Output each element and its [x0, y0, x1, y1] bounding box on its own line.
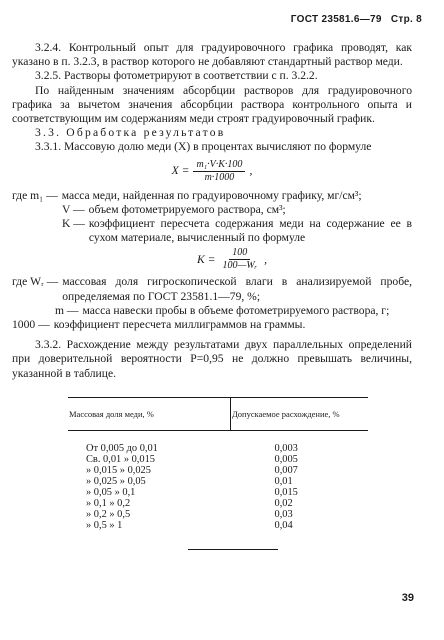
- table-cell-range: » 0,1 » 0,2: [86, 497, 131, 509]
- table-end-rule: [188, 549, 278, 550]
- formula-x-fraction: [193, 159, 245, 184]
- table-cell-range: » 0,025 » 0,05: [86, 475, 146, 487]
- table-cell-range: » 0,2 » 0,5: [86, 508, 131, 520]
- formula-k-lhs: K =: [196, 252, 216, 266]
- formula-x-denominator: m·1000: [204, 171, 235, 183]
- table-cell-tolerance: 0,015: [274, 486, 298, 498]
- table-cell-tolerance: 0,005: [274, 453, 298, 465]
- table-cell-tolerance: 0,01: [274, 475, 293, 487]
- table-header-copper: Массовая доля меди, %: [68, 397, 231, 430]
- table-row: [68, 520, 368, 531]
- table-cell-tolerance: 0,03: [274, 508, 293, 520]
- definition-item: [12, 318, 412, 332]
- page-header: [291, 14, 422, 25]
- definition-text: массовая доля гигроскопической влаги в анализируемой пробе, определяемая по ГОСТ 23581.1—79, %;: [62, 275, 412, 303]
- definition-item: [12, 304, 412, 318]
- definition-term: m —: [55, 303, 79, 317]
- table-row: [68, 509, 368, 520]
- page-label: Стр. 8: [390, 14, 422, 25]
- standard-number: ГОСТ 23581.6—79: [290, 14, 382, 25]
- definition-term: V —: [62, 202, 85, 216]
- formula-k-denominator: 100—Wᵣ: [222, 260, 258, 272]
- definition-text: коэффициент пересчета содержания меди на содержание ее в сухом материале, вычисленный по формуле: [88, 217, 412, 245]
- formula-x-trail: ,: [249, 164, 253, 178]
- table-header-tolerance: Допускаемое расхождение, %: [231, 397, 369, 430]
- definition-text: масса меди, найденная по градуировочному графику, мг/см³;: [61, 188, 362, 202]
- table-cell-range: » 0,5 » 1: [86, 519, 123, 531]
- definitions-2: [12, 275, 412, 332]
- definition-term: K —: [62, 217, 85, 231]
- formula-k-fraction: [219, 247, 260, 272]
- definition-item: [12, 203, 412, 217]
- table-row: [68, 498, 368, 509]
- formula-k-numerator: 100: [229, 247, 250, 260]
- paragraph-calibration: По найденным значениям абсорбции растворов для градуировочного графика за вычетом значения абсорбции раствора контрольного опыта и соответствующим им содержаниям меди строят градуировочный график.: [12, 83, 412, 126]
- definition-item: [12, 189, 412, 203]
- table-cell-range: От 0,005 до 0,01: [86, 442, 158, 454]
- table-cell-tolerance: 0,04: [274, 519, 293, 531]
- table-cell-range: Св. 0,01 » 0,015: [86, 453, 155, 465]
- paragraph-3-2-4: 3.2.4. Контрольный опыт для градуировочного графика проводят, как указано в п. 3.2.3, в раствор которого не добавляют стандартный раствор меди.: [12, 41, 412, 69]
- section-heading-3-3: 3.3. Обработка результатов: [35, 126, 226, 140]
- formula-k: [52, 247, 412, 272]
- definition-text: коэффициент пересчета миллиграммов на граммы.: [53, 318, 306, 332]
- table-row: [68, 465, 368, 476]
- table-cell-tolerance: 0,003: [274, 442, 298, 454]
- table-cell-range: » 0,015 » 0,025: [86, 464, 151, 476]
- table-row: [68, 454, 368, 465]
- definition-term: 1000 —: [12, 318, 50, 332]
- table-cell-tolerance: 0,02: [274, 497, 293, 509]
- tolerance-table: [68, 397, 368, 550]
- definition-item: [12, 217, 412, 245]
- definitions-1: [12, 189, 412, 246]
- definition-item: [12, 275, 412, 303]
- paragraph-3-3-1: 3.3.1. Массовую долю меди (X) в процентах вычисляют по формуле: [35, 140, 372, 154]
- paragraph-3-3-2: 3.3.2. Расхождение между результатами двух параллельных определений при доверительной вероятности P=0,95 не должно превышать величины, указанной в таблице.: [12, 338, 412, 380]
- paragraph-3-2-5: 3.2.5. Растворы фотометрируют в соответствии с п. 3.2.2.: [35, 69, 318, 83]
- definition-text: масса навески пробы в объеме фотометрируемого раствора, г;: [82, 303, 390, 317]
- table-cell-range: » 0,05 » 0,1: [86, 486, 136, 498]
- definition-text: объем фотометрируемого раствора, см³;: [88, 202, 286, 216]
- page-number: 39: [401, 592, 414, 604]
- table-row: [68, 487, 368, 498]
- table-row: [68, 476, 368, 487]
- table-row: [68, 430, 368, 454]
- formula-x-lhs: X =: [171, 164, 190, 178]
- table-cell-tolerance: 0,007: [274, 464, 298, 476]
- formula-x: [12, 159, 412, 184]
- formula-k-trail: ,: [264, 252, 268, 266]
- document-body: [12, 41, 412, 550]
- definition-term: где Wᵣ —: [12, 275, 59, 289]
- definition-term: где m₁ —: [12, 188, 58, 202]
- formula-x-numerator: m₁·V·K·100: [193, 159, 245, 172]
